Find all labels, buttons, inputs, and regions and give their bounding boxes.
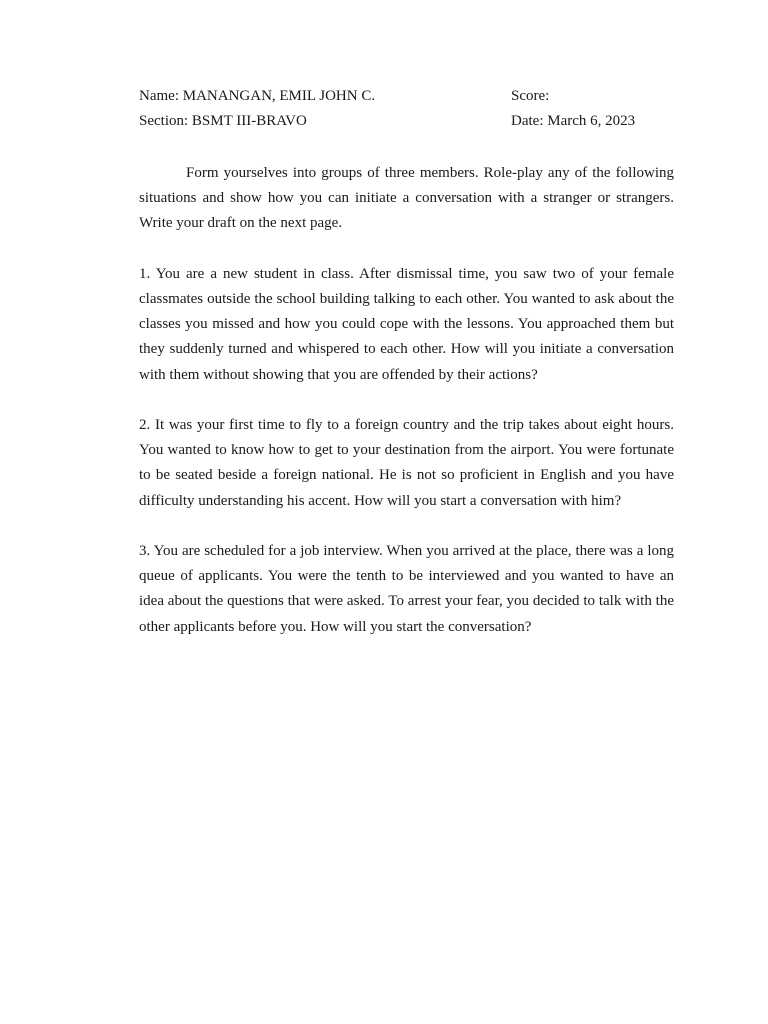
situation-text: You are a new student in class. After dismissal time, you saw two of your female classmates outside the school building talking to each other. You wanted to ask about the classes you missed and how you could cope with the lessons. You approached them but they suddenly turned and whispered to each other. How will you initiate a conversation with them without showing that you are offended by their actions? bbox=[139, 265, 674, 383]
date-label: Date: bbox=[511, 113, 544, 129]
section-value: BSMT III-BRAVO bbox=[191, 113, 307, 129]
situation-text: It was your first time to fly to a foreign country and the trip takes about eight hours. You wanted to know how to get to your destination from the airport. You were fortunate to be seated beside a foreign national. He is not so proficient in English and you have difficulty understanding his accent. How will you start a conversation with him? bbox=[139, 417, 674, 509]
name-value: MANANGAN, EMIL JOHN C. bbox=[182, 88, 376, 104]
situation-1 bbox=[139, 262, 674, 388]
document-body bbox=[139, 161, 674, 640]
section-label: Section: bbox=[139, 113, 189, 129]
situation-number: 2. bbox=[139, 417, 151, 433]
situation-2 bbox=[139, 413, 674, 514]
date-value: March 6, 2023 bbox=[547, 113, 636, 129]
name-label: Name: bbox=[139, 88, 179, 104]
situation-number: 3. bbox=[139, 543, 151, 559]
situation-number: 1. bbox=[139, 265, 151, 282]
header-row-name-score bbox=[139, 86, 679, 106]
header-row-section-date bbox=[139, 111, 679, 131]
score-field bbox=[511, 86, 549, 106]
score-label: Score: bbox=[511, 88, 550, 104]
section-field bbox=[139, 111, 307, 131]
situation-3 bbox=[139, 539, 674, 640]
name-field bbox=[139, 86, 375, 106]
situation-text: You are scheduled for a job interview. When you arrived at the place, there was a long queue of applicants. You were the tenth to be interviewed and you wanted to have an idea about the questions that were asked. To arrest your fear, you decided to talk with the other applicants before you. How will you start the conversation? bbox=[139, 543, 674, 635]
instructions-paragraph: Form yourselves into groups of three members. Role-play any of the following situations and show how you can initiate a conversation with a stranger or strangers. Write your draft on the next page. bbox=[139, 165, 674, 232]
date-field bbox=[511, 111, 635, 131]
